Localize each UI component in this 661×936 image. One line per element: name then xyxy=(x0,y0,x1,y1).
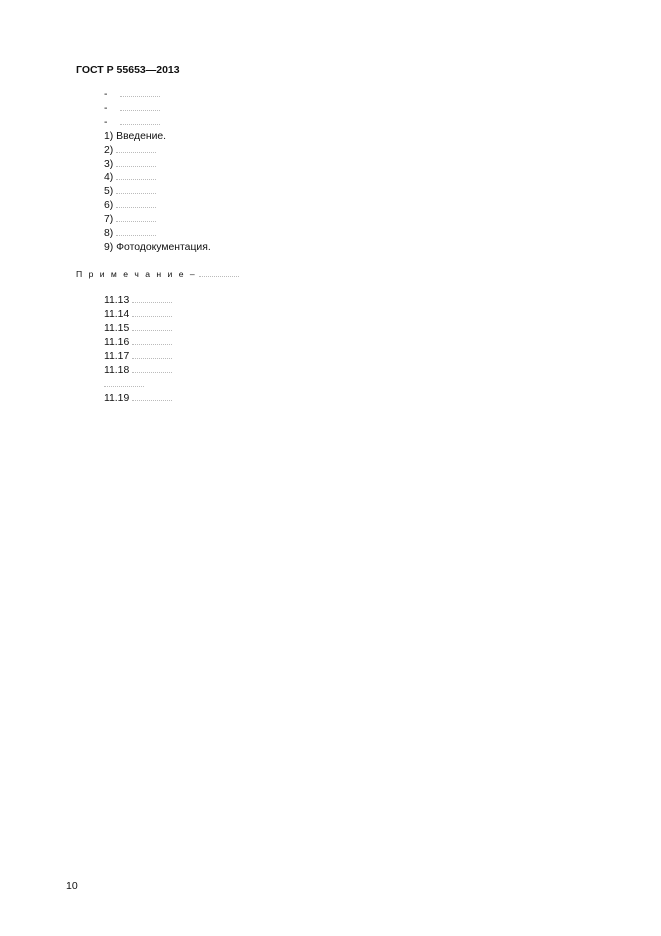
numbered-item: 9) Фотодокументация. xyxy=(104,241,211,253)
numbered-item: 6) xyxy=(76,199,608,213)
clause-paragraph: 11.18 xyxy=(76,364,608,378)
clause-paragraph: 11.19 xyxy=(76,392,608,406)
numbered-item: 2) xyxy=(76,144,608,158)
page-number: 10 xyxy=(66,880,78,892)
note-block xyxy=(76,269,608,280)
numbered-item: 1) Введение. xyxy=(104,130,167,142)
list-item: - xyxy=(76,116,608,130)
numbered-item: 5) xyxy=(76,185,608,199)
document-body xyxy=(76,88,608,406)
numbered-item: 3) xyxy=(76,158,608,172)
clause-paragraph: 11.16 xyxy=(76,336,608,350)
note-text xyxy=(199,276,239,277)
clause-paragraph: 11.17 xyxy=(76,350,608,364)
list-item: - xyxy=(76,102,608,116)
clause-paragraph: 11.15 xyxy=(76,322,608,336)
clause-paragraph xyxy=(76,378,608,392)
numbered-item: 8) xyxy=(76,227,608,241)
clause-paragraph: 11.13 xyxy=(76,294,608,308)
note-label: П р и м е ч а н и е – xyxy=(76,268,197,279)
numbered-item: 4) xyxy=(76,171,608,185)
clause-paragraph: 11.14 xyxy=(76,308,608,322)
list-item: - xyxy=(76,88,608,102)
document-header: ГОСТ Р 55653—2013 xyxy=(76,64,180,76)
numbered-item: 7) xyxy=(76,213,608,227)
